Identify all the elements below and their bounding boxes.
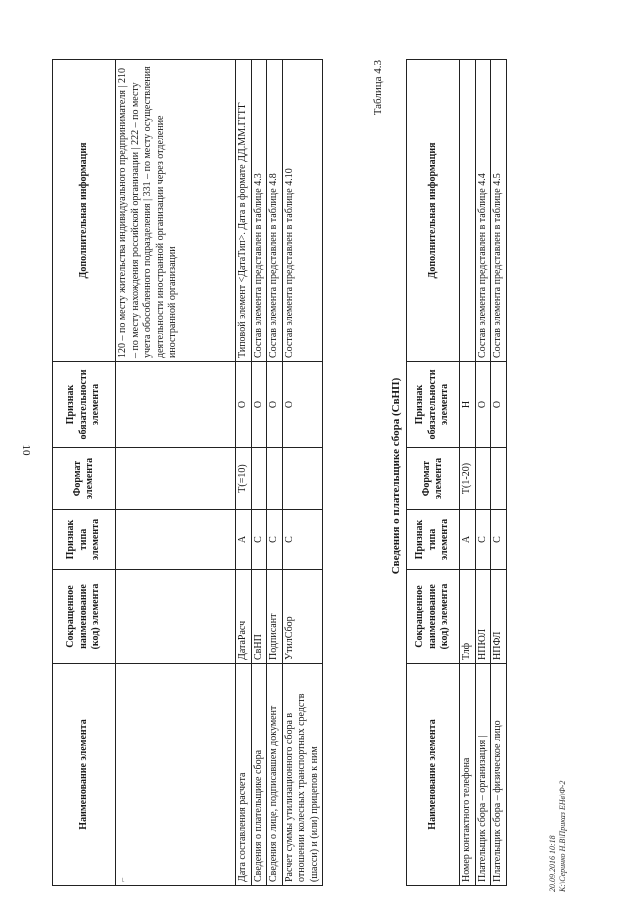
cell-required: О	[475, 362, 491, 448]
table-row	[116, 60, 236, 886]
cell-code: Подписант	[267, 570, 283, 664]
cell-info: Состав элемента представлен в таблице 4.10	[282, 60, 323, 362]
cell-info: Состав элемента представлен в таблице 4.8	[267, 60, 283, 362]
table-row	[282, 60, 323, 886]
header-info: Дополнительная информация	[407, 60, 460, 362]
cell-name: Плательщик сбора – организация |	[475, 664, 491, 886]
header-name: Наименование элемента	[53, 664, 116, 886]
table-row	[491, 60, 507, 886]
cell-format: Т(1-20)	[460, 448, 476, 510]
cell-code: НПФЛ	[491, 570, 507, 664]
cell-name: Плательщик сбора – физическое лицо	[491, 664, 507, 886]
cell-code: Тлф	[460, 570, 476, 664]
stamp-path: К:\Серинко Н.В\Приказ ЕНв\Ф-2	[557, 780, 567, 892]
cell-code: ДатаРасч	[236, 570, 252, 664]
cell-required: О	[236, 362, 252, 448]
cell-format	[251, 448, 267, 510]
cell-required: О	[282, 362, 323, 448]
cell-info: Типовой элемент <ДатаТип>. Дата в формате ДД.ММ.ГГГГ	[236, 60, 252, 362]
cell-format	[282, 448, 323, 510]
table-reference-label: Таблица 4.3	[372, 60, 384, 116]
table-header-row	[53, 60, 116, 886]
table-row	[236, 60, 252, 886]
cell-required: О	[267, 362, 283, 448]
header-code: Сокращенное наименование (код) элемента	[53, 570, 116, 664]
header-format: Формат элемента	[407, 448, 460, 510]
table-row	[251, 60, 267, 886]
stamp-date: 20.09.2016 10:18	[548, 835, 557, 892]
table-row	[475, 60, 491, 886]
cell-type: С	[491, 510, 507, 570]
table-row	[267, 60, 283, 886]
elements-table	[52, 59, 323, 886]
cell-info: Состав элемента представлен в таблице 4.4	[475, 60, 491, 362]
cell-name: Сведения о плательщике сбора	[251, 664, 267, 886]
footer-stamp	[548, 632, 567, 892]
header-name: Наименование элемента	[407, 664, 460, 886]
cell-format	[475, 448, 491, 510]
section-title: Сведения о плательщике сбора (СвНП)	[390, 377, 402, 575]
cell-required: О	[491, 362, 507, 448]
header-required: Признак обязательности элемента	[407, 362, 460, 448]
cell-name: Сведения о лице, подписавшем документ	[267, 664, 283, 886]
corner-mark: ⌐	[118, 877, 127, 882]
cell-format	[491, 448, 507, 510]
cell-required: О	[251, 362, 267, 448]
cell-name: Расчет суммы утилизационного сбора в отношении колесных транспортных средств (шасси) и (или) прицепов к ним	[282, 664, 323, 886]
cell-name	[116, 664, 236, 886]
page-number: 10	[20, 444, 32, 456]
cell-format: Т(=10)	[236, 448, 252, 510]
cell-type: С	[282, 510, 323, 570]
header-type: Признак типа элемента	[407, 510, 460, 570]
header-type: Признак типа элемента	[53, 510, 116, 570]
cell-info: 120 – по месту жительства индивидуального предпринимателя | 210 – по месту нахождения российской организации | 222 – по месту учета обособленного подразделения | 331 – по месту осуществления деятельности иностранной организации через отделение иностранной организации	[116, 60, 236, 362]
cell-type: А	[236, 510, 252, 570]
cell-required: Н	[460, 362, 476, 448]
cell-info: Состав элемента представлен в таблице 4.5	[491, 60, 507, 362]
cell-code: НПЮЛ	[475, 570, 491, 664]
header-code: Сокращенное наименование (код) элемента	[407, 570, 460, 664]
header-required: Признак обязательности элемента	[53, 362, 116, 448]
cell-type: С	[475, 510, 491, 570]
cell-code: СвНП	[251, 570, 267, 664]
cell-info: Состав элемента представлен в таблице 4.3	[251, 60, 267, 362]
cell-name: Номер контактного телефона	[460, 664, 476, 886]
cell-name: Дата составления расчета	[236, 664, 252, 886]
cell-code	[116, 570, 236, 664]
header-format: Формат элемента	[53, 448, 116, 510]
cell-code: УтилСбор	[282, 570, 323, 664]
table-row	[460, 60, 476, 886]
cell-type: А	[460, 510, 476, 570]
cell-type: С	[267, 510, 283, 570]
cell-type	[116, 510, 236, 570]
rotated-content	[50, 12, 610, 892]
cell-required	[116, 362, 236, 448]
cell-info	[460, 60, 476, 362]
cell-format	[267, 448, 283, 510]
cell-format	[116, 448, 236, 510]
table-header-row	[407, 60, 460, 886]
header-info: Дополнительная информация	[53, 60, 116, 362]
payer-table	[406, 59, 507, 886]
cell-type: С	[251, 510, 267, 570]
